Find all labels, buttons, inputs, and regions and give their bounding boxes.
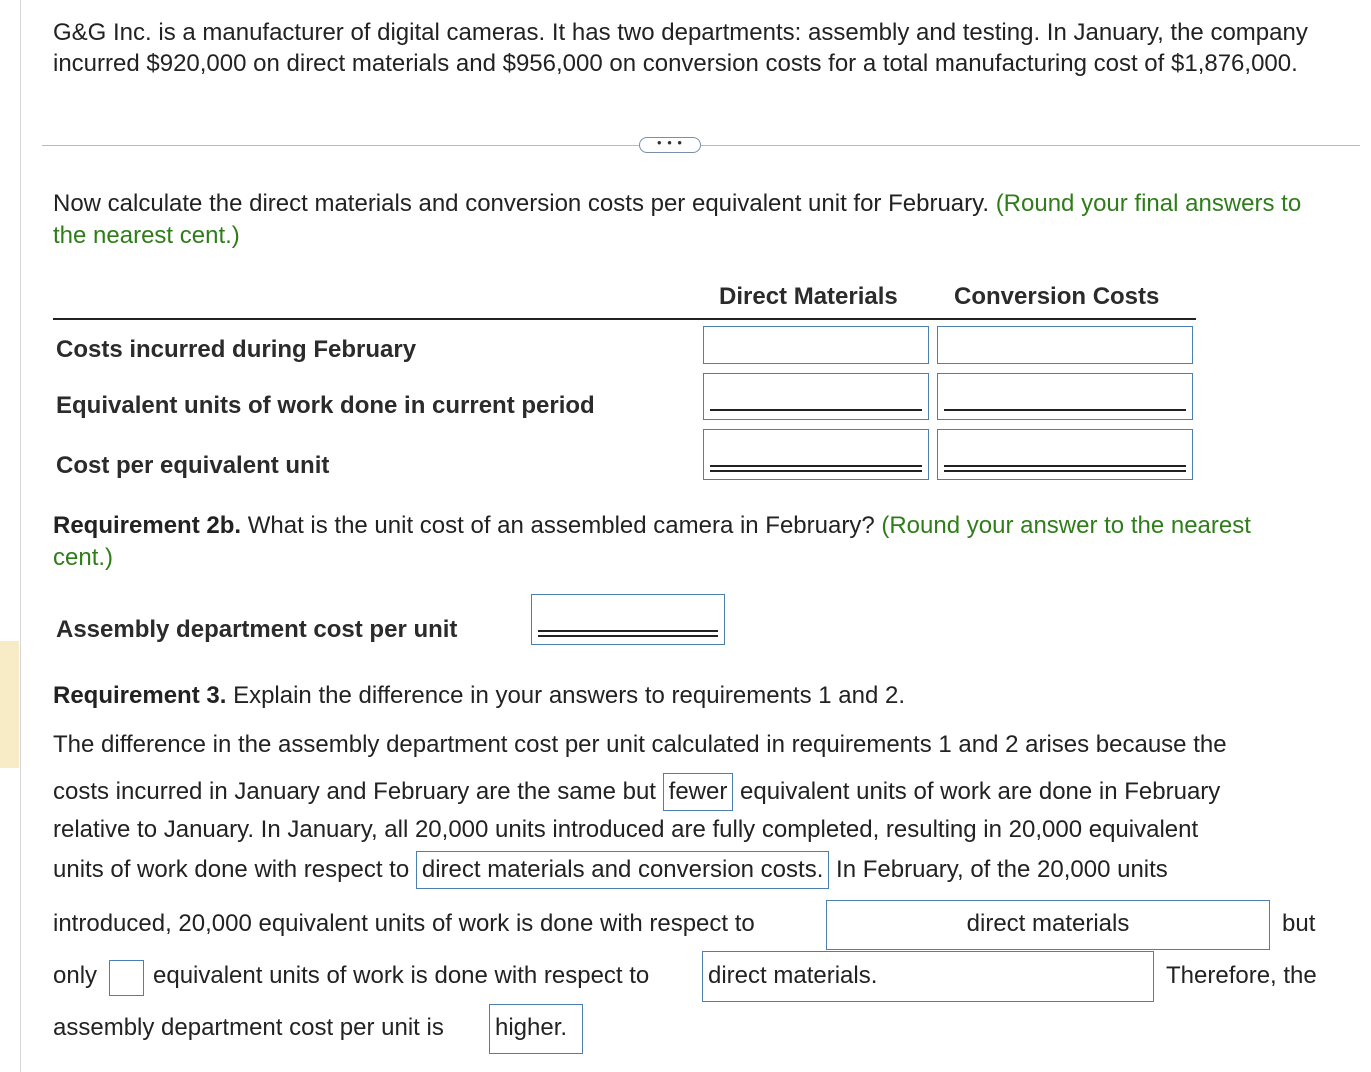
requirement-2b-note: (Round your answer to the nearest cent.) — [53, 512, 1251, 571]
line-6-text-a: only — [53, 962, 98, 989]
requirement-2b — [53, 510, 1313, 574]
dropdown-cost-category-2[interactable]: direct materials — [826, 900, 1270, 950]
left-border — [20, 0, 21, 1072]
explanation-line-4 — [53, 851, 1168, 889]
question-prompt — [53, 188, 1313, 252]
row-label-assembly-cost: Assembly department cost per unit — [56, 616, 458, 643]
cost-per-dm-input[interactable] — [703, 429, 929, 480]
cost-per-cc-input[interactable] — [937, 429, 1193, 480]
table-top-rule — [53, 318, 1196, 320]
problem-intro: G&G Inc. is a manufacturer of digital cameras. It has two departments: assembly and testing. In January, the company incurred $920,000 on direct materials and $956,000 on conversion costs for a total manufacturing cost of $1,876,000. — [53, 19, 1308, 77]
costs-cc-input[interactable] — [937, 326, 1193, 364]
column-header-conversion-costs: Conversion Costs — [954, 283, 1160, 310]
requirement-2b-question: What is the unit cost of an assembled camera in February? — [247, 512, 875, 539]
line-5-text-a: introduced, 20,000 equivalent units of work is done with respect to — [53, 910, 755, 937]
dropdown-higher-lower[interactable]: higher. — [489, 1004, 583, 1054]
assembly-cost-input[interactable] — [531, 594, 725, 645]
side-marker — [0, 641, 19, 768]
requirement-2b-label: Requirement 2b. — [53, 512, 242, 539]
line-4-text-b: In February, of the 20,000 units — [836, 856, 1168, 883]
prompt-text: Now calculate the direct materials and conversion costs per equivalent unit for February. — [53, 190, 990, 217]
single-underline — [944, 409, 1186, 411]
dropdown-cost-category-3[interactable]: direct materials. — [702, 951, 1154, 1002]
row-label-costs-incurred: Costs incurred during February — [56, 336, 417, 363]
double-underline — [710, 465, 922, 472]
rounding-note: (Round your final answers to the nearest cent.) — [53, 190, 1302, 249]
double-underline — [538, 630, 718, 637]
expand-more-button[interactable]: • • • — [639, 137, 701, 153]
row-label-equivalent-units: Equivalent units of work done in current period — [56, 392, 595, 419]
costs-dm-input[interactable] — [703, 326, 929, 364]
dropdown-cost-category-1[interactable]: direct materials and conversion costs. — [416, 851, 830, 889]
double-underline — [944, 465, 1186, 472]
line-2-text-a: costs incurred in January and February are the same but — [53, 778, 656, 805]
explanation-line-2 — [53, 773, 1220, 811]
column-header-direct-materials: Direct Materials — [719, 283, 898, 310]
equivalent-units-input[interactable] — [109, 960, 144, 996]
line-5-text-b: but — [1282, 910, 1316, 937]
line-6-text-c: Therefore, the — [1166, 962, 1317, 989]
row-label-cost-per-unit: Cost per equivalent unit — [56, 452, 330, 479]
line-6-text-b: equivalent units of work is done with respect to — [153, 962, 650, 989]
dropdown-fewer-more[interactable]: fewer — [663, 773, 734, 811]
requirement-3 — [53, 680, 1313, 712]
single-underline — [710, 409, 922, 411]
section-divider — [42, 145, 1360, 146]
eq-units-cc-input[interactable] — [937, 373, 1193, 420]
line-4-text-a: units of work done with respect to — [53, 856, 410, 883]
requirement-3-label: Requirement 3. — [53, 682, 227, 709]
line-2-text-b: equivalent units of work are done in February — [740, 778, 1221, 805]
explanation-line-1: The difference in the assembly department cost per unit calculated in requirements 1 and 2 arises because the — [53, 731, 1227, 758]
line-7-text-a: assembly department cost per unit is — [53, 1014, 444, 1041]
eq-units-dm-input[interactable] — [703, 373, 929, 420]
explanation-line-3: relative to January. In January, all 20,000 units introduced are fully completed, resulting in 20,000 equivalent — [53, 816, 1199, 843]
requirement-3-question: Explain the difference in your answers to requirements 1 and 2. — [233, 682, 906, 709]
